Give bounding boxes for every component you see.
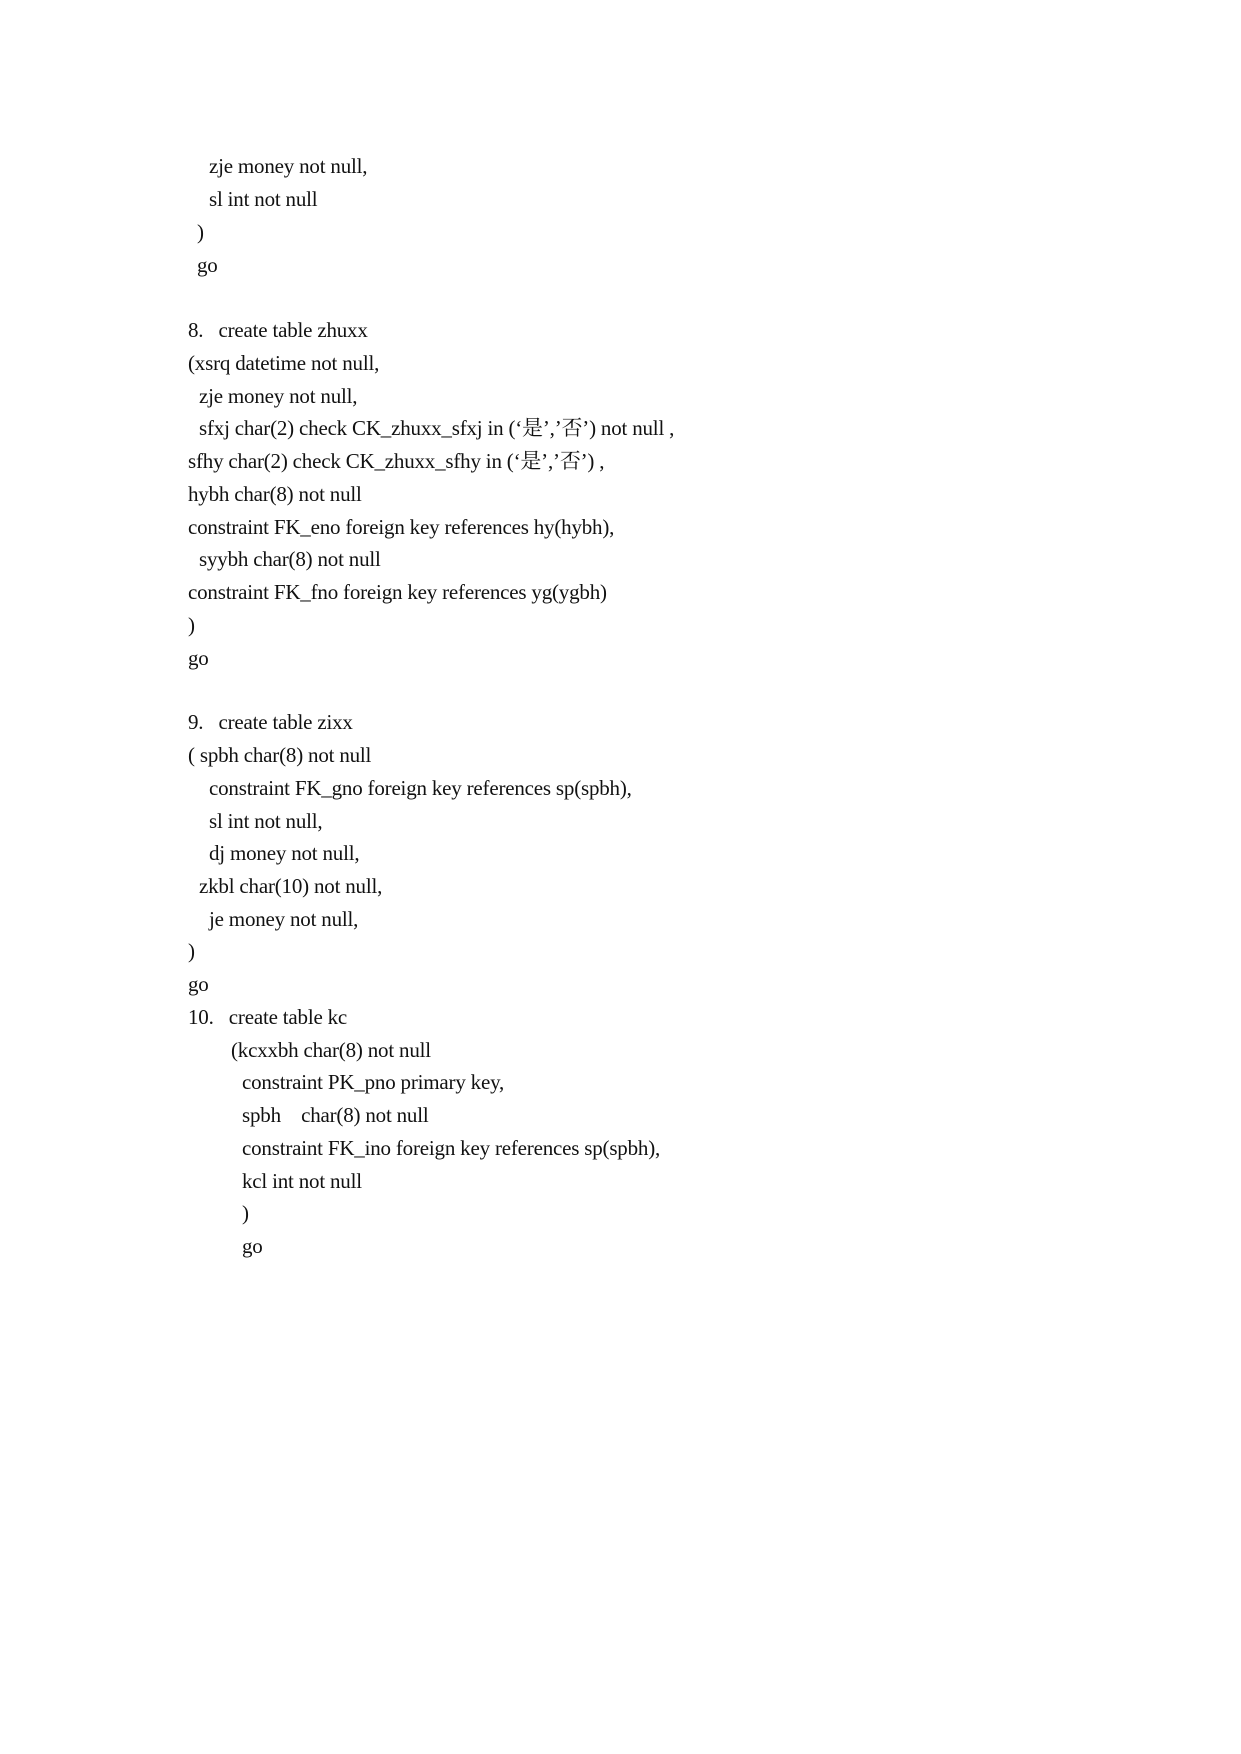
code-line: sl int not null, <box>209 809 323 833</box>
code-line: go <box>188 972 209 996</box>
code-line: zje money not null, <box>199 384 358 408</box>
code-line: constraint FK_fno foreign key references yg(ygbh) <box>188 580 607 604</box>
code-line: ) <box>242 1201 249 1225</box>
code-line: 8. create table zhuxx <box>188 318 368 342</box>
code-line: hybh char(8) not null <box>188 482 362 506</box>
code-line: zje money not null, <box>209 154 368 178</box>
code-line: sl int not null <box>209 187 318 211</box>
code-line: go <box>242 1234 263 1258</box>
code-line: go <box>188 646 209 670</box>
code-line: (xsrq datetime not null, <box>188 351 380 375</box>
code-line: sfhy char(2) check CK_zhuxx_sfhy in (‘是’,’否’) , <box>188 449 605 473</box>
code-line: dj money not null, <box>209 841 360 865</box>
code-line: 9. create table zixx <box>188 710 353 734</box>
code-line: ) <box>188 939 195 963</box>
code-line: syybh char(8) not null <box>199 547 381 571</box>
code-line: kcl int not null <box>242 1169 362 1193</box>
code-line: constraint FK_ino foreign key references sp(spbh), <box>242 1136 661 1160</box>
code-line: zkbl char(10) not null, <box>199 874 383 898</box>
code-line: ) <box>197 220 204 244</box>
code-line: constraint PK_pno primary key, <box>242 1070 505 1094</box>
code-line: constraint FK_gno foreign key references sp(spbh), <box>209 776 632 800</box>
code-line: constraint FK_eno foreign key references hy(hybh), <box>188 515 615 539</box>
code-line: je money not null, <box>209 907 359 931</box>
code-line: sfxj char(2) check CK_zhuxx_sfxj in (‘是’,’否’) not null , <box>199 416 675 440</box>
code-line: ) <box>188 613 195 637</box>
code-line: ( spbh char(8) not null <box>188 743 372 767</box>
code-line: spbh char(8) not null <box>242 1103 429 1127</box>
code-line: (kcxxbh char(8) not null <box>231 1038 431 1062</box>
code-line: go <box>197 253 218 277</box>
code-line: 10. create table kc <box>188 1005 348 1029</box>
